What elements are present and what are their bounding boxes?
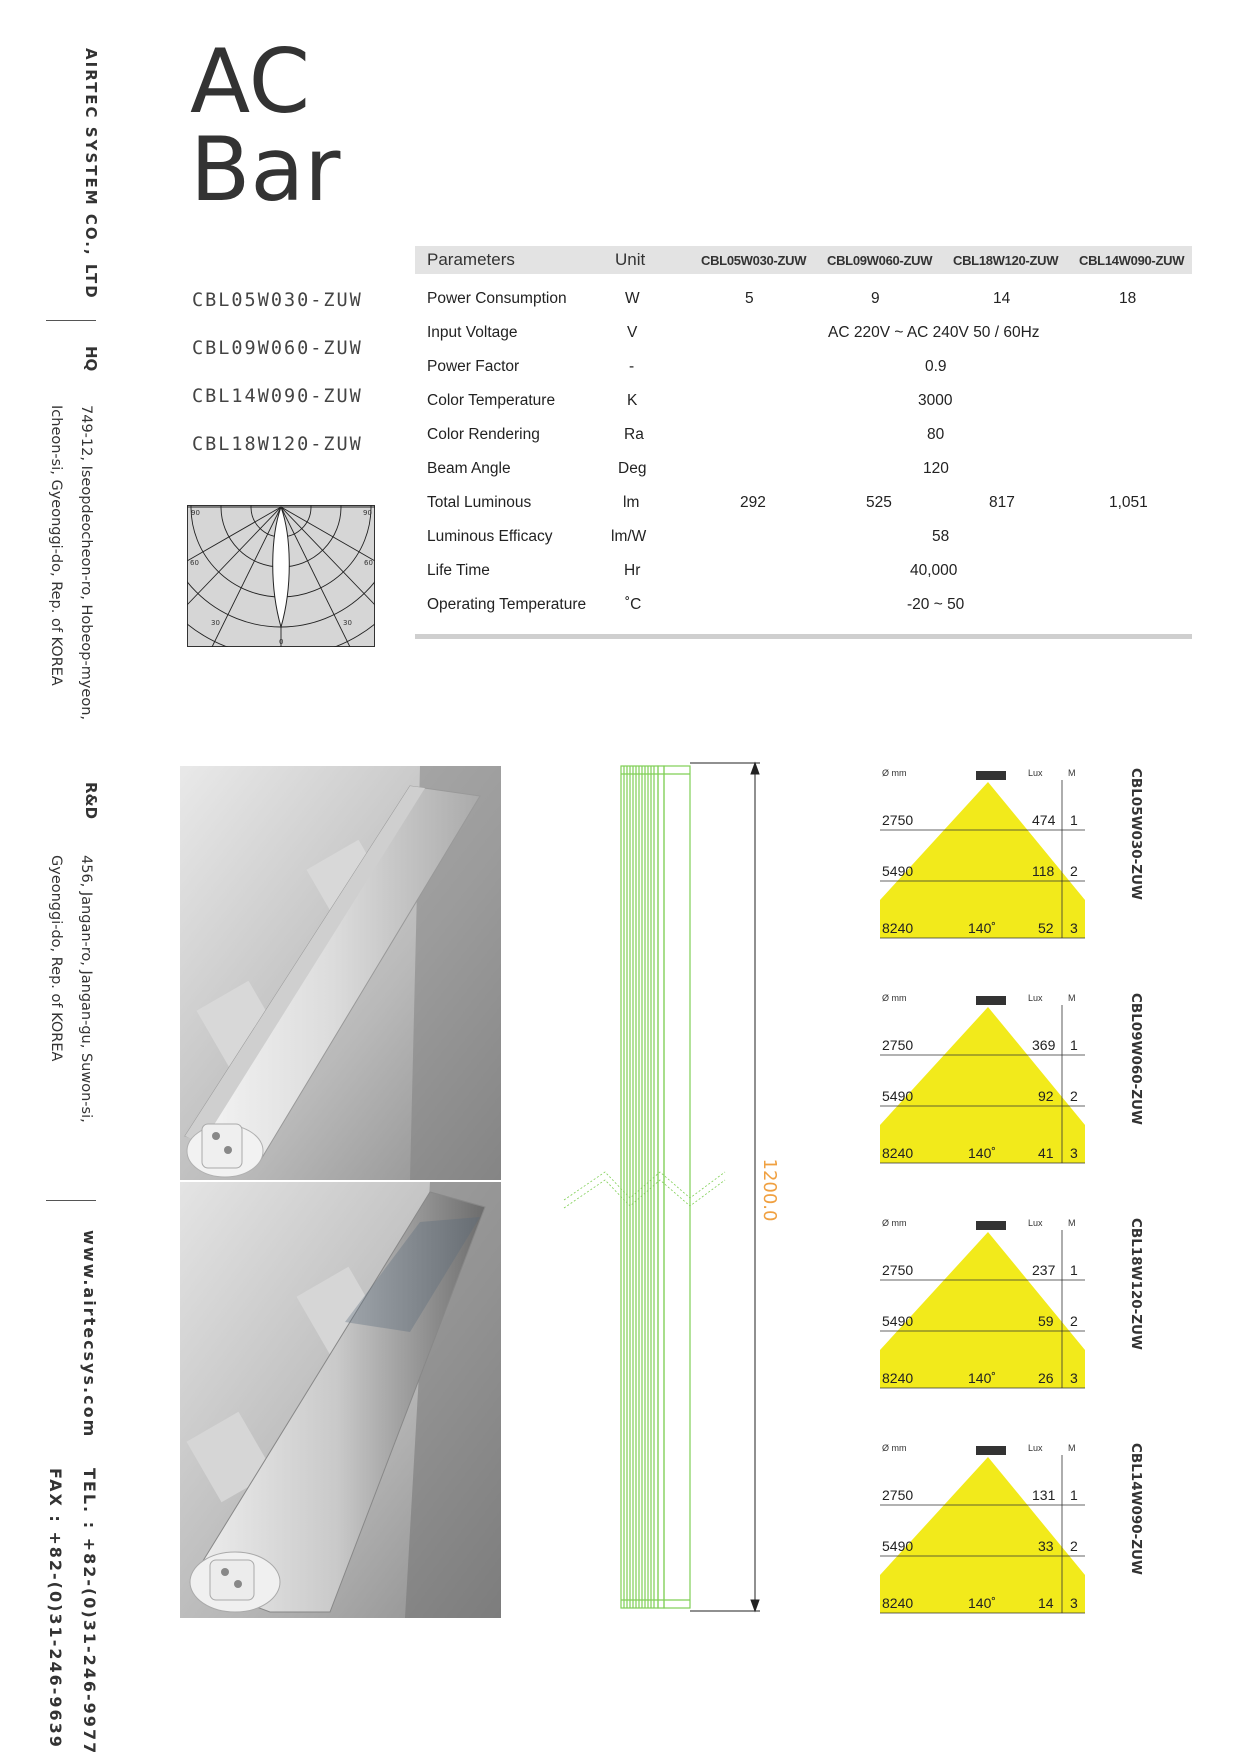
distance-value: 2 <box>1070 1313 1078 1329</box>
fixture-icon <box>976 996 1006 1005</box>
row-value: 40,000 <box>910 562 958 579</box>
diameter-value: 8240 <box>882 1370 914 1386</box>
hq-address-line2: Icheon-si, Gyeonggi-do, Rep. of KOREA <box>48 405 64 686</box>
polar-label: 30 <box>211 619 220 627</box>
spec-row <box>415 590 1192 624</box>
row-value: 3000 <box>918 392 953 409</box>
lux-value: 26 <box>1038 1370 1054 1386</box>
diameter-value: 2750 <box>882 812 914 828</box>
rd-label: R&D <box>82 782 100 820</box>
header-diameter: Ø mm <box>882 1443 907 1453</box>
polar-label: 60 <box>190 559 199 567</box>
lux-model-label: CBL05W030-ZUW <box>1128 768 1144 900</box>
lux-value: 33 <box>1038 1538 1054 1554</box>
spec-row <box>415 488 1192 522</box>
row-param: Color Rendering <box>427 426 540 443</box>
lux-model-label: CBL14W090-ZUW <box>1128 1443 1144 1575</box>
row-unit: V <box>627 324 638 341</box>
diameter-value: 5490 <box>882 1313 914 1329</box>
lux-diagram <box>880 1443 1145 1623</box>
product-photo <box>180 1182 501 1618</box>
row-value: 14 <box>993 290 1011 307</box>
table-bottom-rule <box>415 634 1192 639</box>
row-param: Beam Angle <box>427 460 511 477</box>
lux-model-label: CBL18W120-ZUW <box>1128 1218 1144 1350</box>
row-param: Operating Temperature <box>427 596 587 613</box>
row-value: AC 220V ~ AC 240V 50 / 60Hz <box>828 324 1040 341</box>
fixture-icon <box>976 771 1006 780</box>
product-photo <box>180 766 501 1180</box>
sidebar-divider <box>46 320 96 321</box>
distance-value: 3 <box>1070 920 1078 936</box>
polar-distribution-diagram <box>187 505 375 647</box>
row-value: 9 <box>871 290 880 307</box>
diameter-value: 5490 <box>882 863 914 879</box>
row-value: 0.9 <box>925 358 947 375</box>
lux-model-label: CBL09W060-ZUW <box>1128 993 1144 1125</box>
row-unit: Deg <box>618 460 647 477</box>
distance-value: 1 <box>1070 1262 1078 1278</box>
hq-label: HQ <box>82 346 100 372</box>
row-unit: lm <box>623 494 640 511</box>
website[interactable]: www.airtecsys.com <box>80 1230 99 1439</box>
polar-label: 0 <box>279 638 284 646</box>
header-m: M <box>1068 1443 1076 1453</box>
header-model: CBL09W060-ZUW <box>827 253 933 268</box>
row-unit: ˚C <box>625 596 642 613</box>
distance-value: 3 <box>1070 1145 1078 1161</box>
polar-label: 90 <box>363 509 372 517</box>
spec-row <box>415 386 1192 420</box>
diameter-value: 8240 <box>882 1145 914 1161</box>
title-line2: Bar <box>190 118 341 221</box>
lux-value: 237 <box>1032 1262 1056 1278</box>
lux-diagram <box>880 768 1145 948</box>
lux-value: 118 <box>1032 863 1055 879</box>
model-item: CBL09W060-ZUW <box>192 338 363 359</box>
fax: FAX : +82-(0)31-246-9639 <box>46 1468 65 1749</box>
lux-value: 92 <box>1038 1088 1054 1104</box>
row-unit: Hr <box>624 562 641 579</box>
header-m: M <box>1068 1218 1076 1228</box>
lux-value: 59 <box>1038 1313 1054 1329</box>
row-value: 80 <box>927 426 945 443</box>
polar-label: 30 <box>343 619 352 627</box>
diameter-value: 5490 <box>882 1538 914 1554</box>
row-value: 18 <box>1119 290 1137 307</box>
header-lux: Lux <box>1028 768 1043 778</box>
header-m: M <box>1068 993 1076 1003</box>
row-unit: Ra <box>624 426 644 443</box>
polar-label: 90 <box>191 509 200 517</box>
lux-value: 131 <box>1032 1487 1056 1503</box>
header-lux: Lux <box>1028 993 1043 1003</box>
distance-value: 1 <box>1070 812 1078 828</box>
fixture-icon <box>976 1446 1006 1455</box>
spec-row <box>415 284 1192 318</box>
hq-address-line1: 749-12, Iseopdeocheon-ro, Hobeop-myeon, <box>78 405 94 721</box>
diameter-value: 2750 <box>882 1037 914 1053</box>
model-item: CBL14W090-ZUW <box>192 386 363 407</box>
sidebar-divider <box>46 1200 96 1201</box>
header-m: M <box>1068 768 1076 778</box>
lux-value: 52 <box>1038 920 1054 936</box>
distance-value: 1 <box>1070 1037 1078 1053</box>
distance-value: 2 <box>1070 863 1078 879</box>
row-unit: lm/W <box>611 528 647 545</box>
header-diameter: Ø mm <box>882 768 907 778</box>
spec-table <box>415 246 1192 639</box>
row-value: -20 ~ 50 <box>907 596 965 613</box>
spec-row <box>415 318 1192 352</box>
spec-row <box>415 522 1192 556</box>
row-param: Power Consumption <box>427 290 567 307</box>
row-value: 525 <box>866 494 892 511</box>
model-item: CBL05W030-ZUW <box>192 290 363 311</box>
row-param: Input Voltage <box>427 324 518 341</box>
page-title <box>190 30 341 221</box>
header-model: CBL18W120-ZUW <box>953 253 1059 268</box>
title-line1: AC <box>190 30 311 133</box>
header-unit: Unit <box>615 250 646 269</box>
diameter-value: 5490 <box>882 1088 914 1104</box>
beam-angle: 140˚ <box>968 920 997 936</box>
lux-diagram <box>880 993 1145 1173</box>
row-value: 292 <box>740 494 766 511</box>
beam-angle: 140˚ <box>968 1145 997 1161</box>
polar-label: 60 <box>364 559 373 567</box>
distance-value: 3 <box>1070 1370 1078 1386</box>
distance-value: 3 <box>1070 1595 1078 1611</box>
spec-row <box>415 420 1192 454</box>
diameter-value: 2750 <box>882 1262 914 1278</box>
header-lux: Lux <box>1028 1218 1043 1228</box>
lux-value: 14 <box>1038 1595 1054 1611</box>
company-name: AIRTEC SYSTEM CO., LTD <box>82 48 100 300</box>
row-param: Power Factor <box>427 358 520 375</box>
beam-angle: 140˚ <box>968 1595 997 1611</box>
model-list <box>192 290 363 482</box>
lux-diagram <box>880 1218 1145 1398</box>
dimension-drawing <box>560 760 780 1616</box>
row-unit: W <box>625 290 640 307</box>
fixture-icon <box>976 1221 1006 1230</box>
header-parameters: Parameters <box>427 250 515 269</box>
row-param: Life Time <box>427 562 490 579</box>
length-dimension: 1200.0 <box>759 1158 780 1222</box>
row-unit: K <box>627 392 638 409</box>
row-param: Total Luminous <box>427 494 532 511</box>
distance-value: 1 <box>1070 1487 1078 1503</box>
lux-value: 474 <box>1032 812 1056 828</box>
diameter-value: 2750 <box>882 1487 914 1503</box>
row-value: 58 <box>932 528 950 545</box>
row-unit: - <box>629 358 635 375</box>
distance-value: 2 <box>1070 1088 1078 1104</box>
header-model: CBL14W090-ZUW <box>1079 253 1185 268</box>
header-diameter: Ø mm <box>882 993 907 1003</box>
row-value: 120 <box>923 460 949 477</box>
beam-angle: 140˚ <box>968 1370 997 1386</box>
diameter-value: 8240 <box>882 920 914 936</box>
header-diameter: Ø mm <box>882 1218 907 1228</box>
rd-address-line2: Gyeonggi-do, Rep. of KOREA <box>48 855 64 1062</box>
model-item: CBL18W120-ZUW <box>192 434 363 455</box>
row-value: 5 <box>745 290 754 307</box>
diameter-value: 8240 <box>882 1595 914 1611</box>
row-value: 817 <box>989 494 1015 511</box>
spec-row <box>415 454 1192 488</box>
row-param: Luminous Efficacy <box>427 528 553 545</box>
header-model: CBL05W030-ZUW <box>701 253 807 268</box>
lux-value: 41 <box>1038 1145 1054 1161</box>
lux-value: 369 <box>1032 1037 1056 1053</box>
row-value: 1,051 <box>1109 494 1148 511</box>
header-lux: Lux <box>1028 1443 1043 1453</box>
spec-row <box>415 352 1192 386</box>
distance-value: 2 <box>1070 1538 1078 1554</box>
rd-address-line1: 456, Jangan-ro, Jangan-gu, Suwon-si, <box>78 855 94 1123</box>
tel: TEL. : +82-(0)31-246-9977 <box>80 1468 99 1755</box>
row-param: Color Temperature <box>427 392 556 409</box>
spec-row <box>415 556 1192 590</box>
spec-header <box>415 246 1192 274</box>
